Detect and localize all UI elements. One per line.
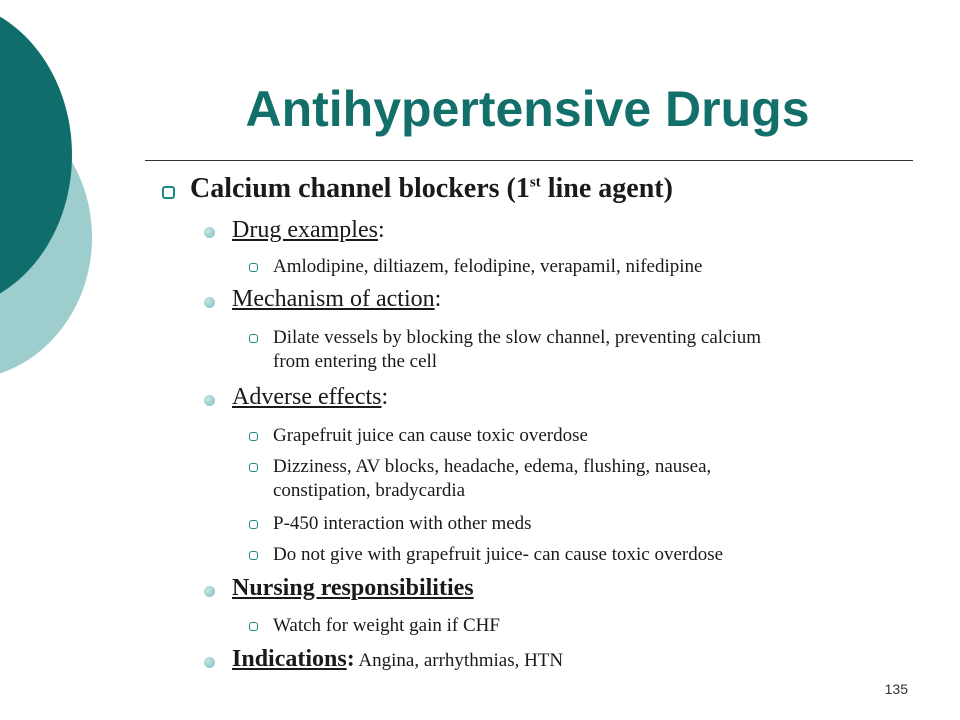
square-bullet-icon <box>249 463 258 472</box>
section-label: Indications <box>232 646 347 672</box>
section-drug-examples <box>232 217 385 244</box>
section-label: Mechanism of action <box>232 286 435 312</box>
list-item-line: Dizziness, AV blocks, headache, edema, flushing, nausea, <box>273 456 712 477</box>
list-item-line: Dilate vessels by blocking the slow channel, preventing calcium <box>273 327 762 348</box>
section-label: Nursing responsibilities <box>232 575 474 601</box>
dot-bullet-icon <box>204 657 215 668</box>
section-indications <box>232 646 563 673</box>
dot-bullet-icon <box>204 586 215 597</box>
section-suffix: : <box>381 384 389 410</box>
list-item <box>273 326 893 374</box>
square-bullet-icon <box>249 622 258 631</box>
section-label: Adverse effects <box>232 384 382 410</box>
list-item-line: from entering the cell <box>273 351 438 372</box>
heading-superscript: st <box>529 174 541 191</box>
dot-bullet-icon <box>204 227 215 238</box>
square-bullet-icon <box>249 432 258 441</box>
indications-text: Angina, arrhythmias, HTN <box>354 650 564 671</box>
section-suffix: : <box>377 217 385 243</box>
square-bullet-icon <box>249 263 258 272</box>
main-heading <box>190 173 673 205</box>
list-item: Amlodipine, diltiazem, felodipine, verapamil, nifedipine <box>273 256 703 277</box>
list-item: Watch for weight gain if CHF <box>273 615 500 636</box>
slide-title: Antihypertensive Drugs <box>245 81 810 137</box>
section-suffix: : <box>434 286 442 312</box>
heading-text-end: line agent) <box>540 173 673 204</box>
square-bullet-icon <box>249 551 258 560</box>
list-item: Grapefruit juice can cause toxic overdose <box>273 425 588 446</box>
heading-text: Calcium channel blockers (1 <box>190 173 530 204</box>
section-nursing <box>232 575 474 602</box>
dot-bullet-icon <box>204 297 215 308</box>
square-bullet-icon <box>249 334 258 343</box>
list-item <box>273 455 893 503</box>
square-bullet-icon <box>162 186 175 199</box>
page-number: 135 <box>884 681 908 697</box>
section-label: Drug examples <box>232 217 378 243</box>
list-item: Do not give with grapefruit juice- can cause toxic overdose <box>273 544 724 565</box>
list-item-line: constipation, bradycardia <box>273 480 466 501</box>
section-suffix: : <box>346 646 355 672</box>
section-mechanism <box>232 286 441 313</box>
square-bullet-icon <box>249 520 258 529</box>
dot-bullet-icon <box>204 395 215 406</box>
list-item: P-450 interaction with other meds <box>273 513 532 534</box>
section-adverse-effects <box>232 384 388 411</box>
